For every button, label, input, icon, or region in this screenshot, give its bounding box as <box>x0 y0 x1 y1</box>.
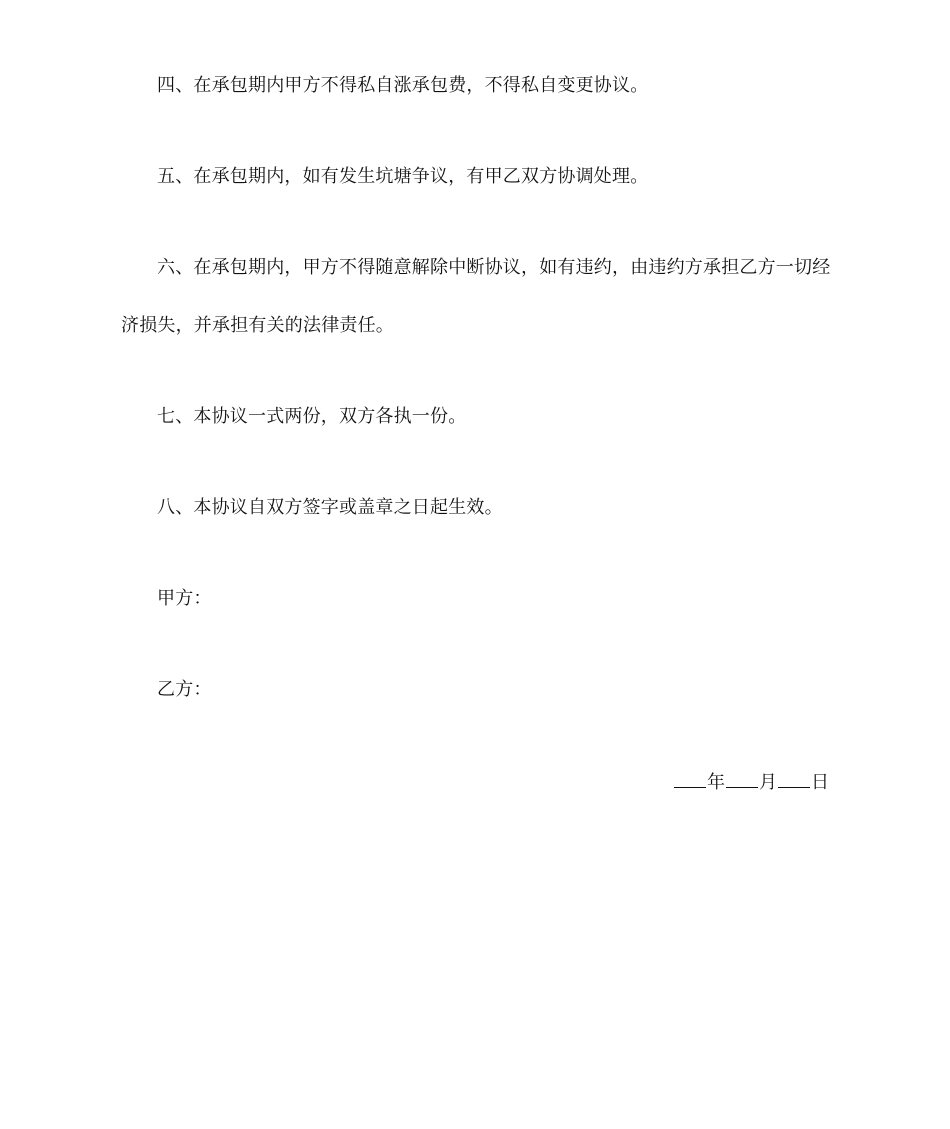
clause-7: 七、本协议一式两份，双方各执一份。 <box>157 406 467 427</box>
clause-6-line-1: 六、在承包期内，甲方不得随意解除中断协议，如有违约，由违约方承担乙方一切经 <box>157 257 831 278</box>
clause-8: 八、本协议自双方签字或盖章之日起生效。 <box>157 497 503 518</box>
party-a-label: 甲方： <box>157 588 212 609</box>
year-label: 年 <box>707 772 725 793</box>
signing-date <box>673 769 829 795</box>
month-label: 月 <box>759 772 777 793</box>
clause-5: 五、在承包期内，如有发生坑塘争议，有甲乙双方协调处理。 <box>157 166 649 187</box>
clause-4: 四、在承包期内甲方不得私自涨承包费，不得私自变更协议。 <box>157 75 649 96</box>
day-label: 日 <box>811 772 829 793</box>
year-blank <box>674 769 706 788</box>
month-blank <box>726 769 758 788</box>
party-b-label: 乙方： <box>157 679 212 700</box>
day-blank <box>778 769 810 788</box>
clause-6-line-2: 济损失，并承担有关的法律责任。 <box>121 315 394 336</box>
